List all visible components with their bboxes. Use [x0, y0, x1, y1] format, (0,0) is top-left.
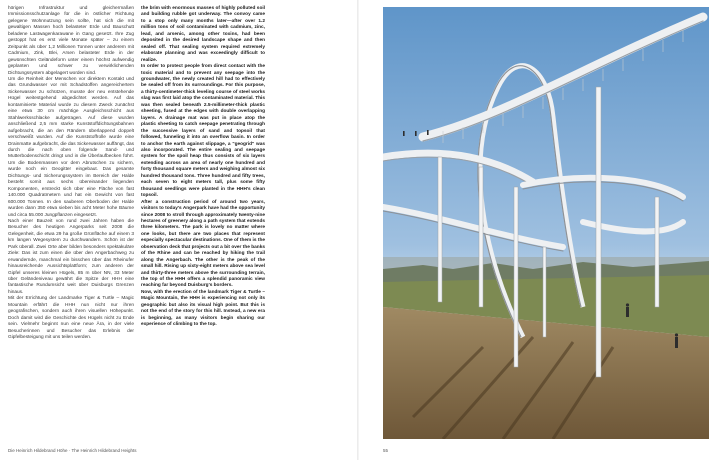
english-text-column: the brim with enormous masses of highly polluted soil and building rubble got underway. The convoy came to a stop only many months later—after over 1.2 million tons of soil contaminated with cadmium, zinc, lead, and arsenic, among other toxins, had been deposited in the desired landscape shape and then sealed off. That sealing system required extremely elaborate planning and was exceedingly difficult to realize. In order to protect people from direct contact with the toxic material and to prevent any seepage into the groundwater, the newly created hill had to effectively be sealed off from its surroundings. For this purpose, a thirty-centimeter-thick leveling course of steel works slag was first laid atop the contaminated material. This was then sealed beneath 2.5-millimeter-thick plastic sheeting, fused at the edges with double overlapping layers. A drainage mat was put in place atop the plastic sheeting to catch seepage penetrating through the successive layers of sand and topsoil that followed, funneling it into an overflow basin. In order to anchor the earth against slippage, a "geogrid" was also incorporated. The entire sealing and seepage system for the spoil heap thus consists of six layers extending across an area of nearly one hundred and forty thousand square meters and weighing almost six hundred thousand tons. Three hundred and fifty trees, each seven to eight meters tall, plus some fifty thousand seedlings were planted in the HHH's clean topsoil. After a construction period of around two years, visitors to today's Angerpark have had the opportunity since 2008 to stroll through approximately twenty-nine hectares of greenery along a path system that extends three kilometers. The park is lovely no matter where one looks, but there are two places that represent especially spectacular destinations. One of them is the observation deck that projects out a bit over the banks of the Rhine and can be reached by hiking the trail along the Angerbach. The other is the peak of the small hill. Rising up sixty-eight meters above sea level and thirty-three meters above the surrounding terrain, the top of the HHH offers a splendid panoramic view reaching far beyond Duisburg's borders. Now, with the erection of the landmark Tiger & Turtle – Magic Mountain, the HHH is experiencing not only its geographic but also its visual high point. But this is not the end of the story for this hill. Instead, a new era is beginning, as many visitors begin sharing our experience of climbing to the top.: [141, 6, 265, 328]
german-text-column: hörigen Infrastruktur und gleichermaßen Immissionsschutzanlage für die in östlicher Richtung gelegene Wohnnutzung sein sollte, hat sich die mit gewaltigen Massen hoch belasteter Erde und Bauschutt beladene Lastwagenkarawane in Gang gesetzt. Ihre Zug gestoppt hat es erst viele Monate später – zu einem Zeitpunkt als über 1,2 Millionen Tonnen unter anderem mit Cadmium, Zink, Blei, Arsen belasteter Erde in der gewünschten Geländeform unter einem höchst aufwendig geplanten und schwer zu verwirklichenden Dichtungssystem abgelagert worden sind. Um die Reinheit der Menschen vor direktem Kontakt und das Grundwasser vor mit Schadstoffen angereichertem Sickerwasser zu schützen, musste der neu entstehende Hügel weitestgehend abgedichtet werden. Auf das kontaminierte Material wurde zu diesem Zweck zunächst eine etwa 30 cm mächtige Ausgleichsschicht aus Stahlwerksschlacke aufgetragen. Auf diese wurden anschließend 2,5 mm starke Kunststoffdichtungsbahnen aufgebracht, die an den Rändern überlappend doppelt verschweißt wurden. Auf die Kunststoffrolle wurde eine Drainmatte aufgebracht, die das Sickerwasser auffängt, das durch die nach oben folgende Sand- und Mutterbodenschicht dringt und in die Überlaufbecken führt. Um die Bodenmassen vor dem Abrutschen zu sichern, wurde noch ein Geogitter eingebaut. Das gesamte Dichtungs- und Sicherungssystem im Bereich der Halde besteht somit aus sechs übereinander liegenden Komponenten, erstreckt sich über eine Fläche von fast 140.000 Quadratmetern und hat ein Gewicht von fast 600.000 Tonnen. In den sauberen Oberboden der Halde wurden dann 350 etwa sieben bis acht Meter hohe Bäume und circa 55.000 Jungpflanzen eingesetzt. Nach einer Bauzeit von rund zwei Jahren haben die Besucher des heutigen Angerparks seit 2008 die Gelegenheit, die etwa 29 ha große Grünfläche auf einem 3 km langen Wegesystem zu durchwandern. Schön ist der Park überall. Zwei Orte aber bilden besonders spektakuläre Ziele: Das ist zum einen die über den Angerbachweg zu erwandernde, manchmal ein bisschen über das Rheinufer hinausreichende Aussichtsplattform; zum anderen der Gipfel unseres kleinen Hügels, 85 m über NN, 33 Meter über Geländeniveau gewährt die Spitze der HHH eine fantastische Rundumsicht weit über Duisburgs Grenzen hinaus. Mit der Errichtung der Landmarke Tiger & Turtle – Magic Mountain erfährt die HHH nun nicht nur ihren geografischen, sondern auch ihren visuellen Höhepunkt. Doch damit wird die Geschichte des Hügels nicht zu Ende sein. Vielmehr beginnt nun eine neue Ära, in der viele Besucherinnen und Besucher das Erlebnis der Gipfelbesteigung mit uns teilen werden.: [8, 6, 134, 341]
running-footer: Die Heinrich Hildebrand Höhe · The Heinrich Hildebrand Heights: [8, 448, 137, 453]
tiger-turtle-photo: [383, 7, 709, 439]
book-gutter: [357, 0, 359, 460]
page-number: 55: [383, 448, 389, 453]
sculpture-illustration: [383, 7, 709, 439]
